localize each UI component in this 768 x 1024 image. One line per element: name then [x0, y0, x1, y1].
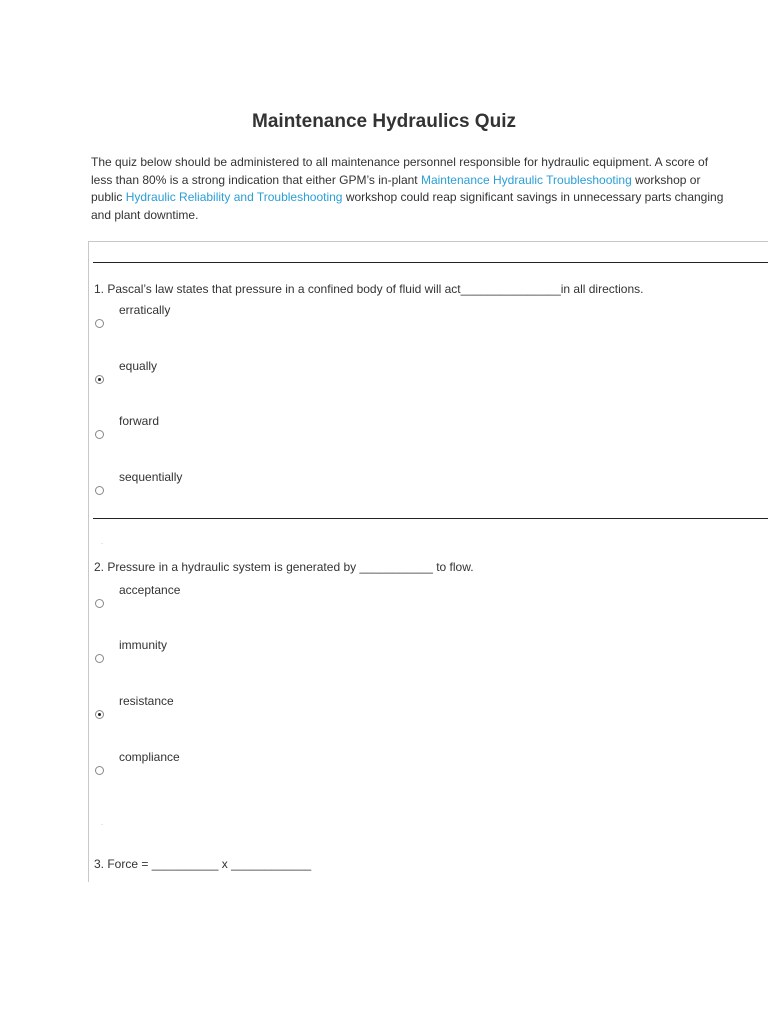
- radio-button[interactable]: [95, 599, 104, 608]
- separator-dot: .: [101, 818, 104, 827]
- option-label: forward: [119, 414, 160, 428]
- option-label: sequentially: [119, 470, 183, 484]
- separator-dot: .: [101, 537, 104, 546]
- q1-option-forward[interactable]: [95, 414, 395, 454]
- question-divider: [93, 518, 768, 519]
- radio-button[interactable]: [95, 319, 104, 328]
- q1-option-equally[interactable]: [95, 359, 395, 399]
- question-divider: [93, 262, 768, 263]
- radio-button[interactable]: [95, 430, 104, 439]
- hydraulic-reliability-troubleshooting-link[interactable]: Hydraulic Reliability and Troubleshooting: [125, 190, 343, 204]
- option-label: resistance: [119, 694, 174, 708]
- radio-button-selected[interactable]: [95, 710, 104, 719]
- question-1-text: 1. Pascal’s law states that pressure in a confined body of fluid will act_______________in all directions.: [94, 282, 644, 296]
- option-label: equally: [119, 359, 158, 373]
- q2-option-immunity[interactable]: [95, 638, 395, 678]
- radio-button[interactable]: [95, 766, 104, 775]
- option-label: erratically: [119, 303, 171, 317]
- radio-button[interactable]: [95, 486, 104, 495]
- question-3-text: 3. Force = __________ x ____________: [94, 857, 312, 871]
- q2-option-resistance[interactable]: [95, 694, 395, 734]
- option-label: compliance: [119, 750, 180, 764]
- question-2-text: 2. Pressure in a hydraulic system is generated by ___________ to flow.: [94, 560, 474, 574]
- option-label: acceptance: [119, 583, 181, 597]
- intro-paragraph: [91, 154, 731, 224]
- intro-text-2: workshop or public: [91, 172, 701, 204]
- q1-option-erratically[interactable]: [95, 303, 395, 343]
- q1-option-sequentially[interactable]: [95, 470, 395, 510]
- intro-text-3: workshop could reap significant savings in unnecessary parts changing and plant downtime.: [91, 190, 724, 222]
- q2-option-compliance[interactable]: [95, 750, 395, 790]
- page-title: Maintenance Hydraulics Quiz: [252, 111, 516, 132]
- option-label: immunity: [119, 638, 168, 652]
- maintenance-hydraulic-troubleshooting-link[interactable]: Maintenance Hydraulic Troubleshooting: [420, 172, 632, 187]
- radio-button-selected[interactable]: [95, 375, 104, 384]
- q2-option-acceptance[interactable]: [95, 583, 395, 623]
- radio-button[interactable]: [95, 654, 104, 663]
- intro-text-1: The quiz below should be administered to all maintenance personnel responsible for hydraulic equipment. A score of less than 80% is a strong indication that either GPM’s in-plant: [91, 155, 709, 187]
